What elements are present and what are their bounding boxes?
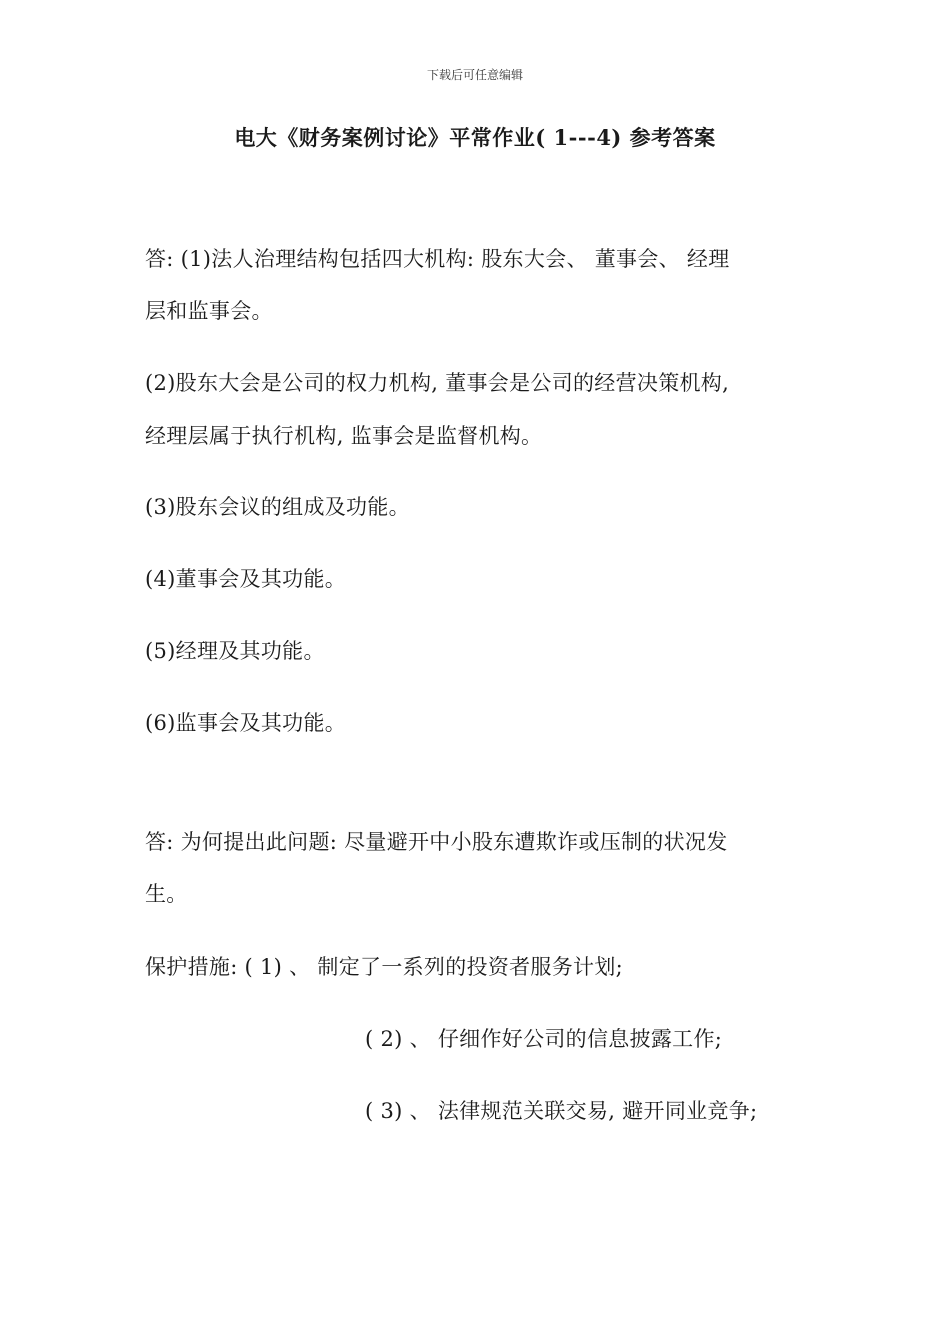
answer1-line-2: 层和监事会。: [145, 299, 273, 323]
answer1-line-7: (5)经理及其功能。: [145, 639, 325, 663]
answer2-line-4: ( 2) 、 仔细作好公司的信息披露工作;: [365, 1027, 723, 1051]
answer2-line-3: 保护措施: ( 1) 、 制定了一系列的投资者服务计划;: [145, 955, 623, 979]
answer1-line-1: 答: (1)法人治理结构包括四大机构: 股东大会、 董事会、 经理: [145, 247, 730, 271]
answer1-line-8: (6)监事会及其功能。: [145, 711, 347, 735]
answer1-line-4: 经理层属于执行机构, 监事会是监督机构。: [145, 424, 543, 448]
answer1-line-6: (4)董事会及其功能。: [145, 567, 347, 591]
answer2-line-2: 生。: [145, 882, 188, 906]
document-title: 电大《财务案例讨论》平常作业( 1---4) 参考答案: [234, 125, 716, 150]
answer1-line-3: (2)股东大会是公司的权力机构, 董事会是公司的经营决策机构,: [145, 371, 730, 395]
answer2-line-5: ( 3) 、 法律规范关联交易, 避开同业竞争;: [365, 1099, 758, 1123]
answer2-line-1: 答: 为何提出此问题: 尽量避开中小股东遭欺诈或压制的状况发: [145, 830, 728, 854]
answer1-line-5: (3)股东会议的组成及功能。: [145, 495, 410, 519]
header-note: 下载后可任意编辑: [426, 68, 523, 82]
